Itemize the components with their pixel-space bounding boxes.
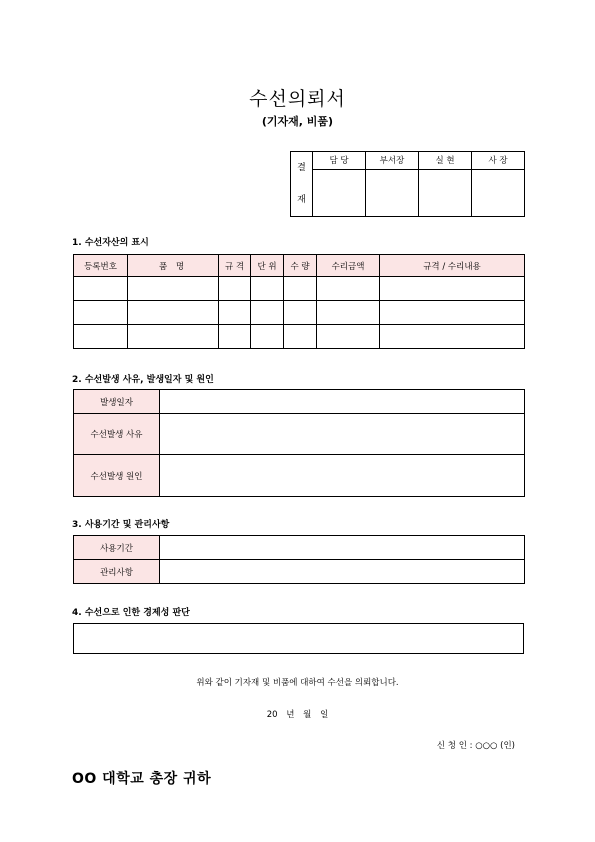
label-management: 관리사항 <box>74 560 160 584</box>
cell-repair-cost[interactable] <box>317 325 380 349</box>
cell-reg-number[interactable] <box>74 301 128 325</box>
approval-header-staff: 담 당 <box>313 152 366 170</box>
cell-unit[interactable] <box>251 301 284 325</box>
cell-reg-number[interactable] <box>74 325 128 349</box>
cell-spec[interactable] <box>219 277 251 301</box>
col-reg-number: 등록번호 <box>74 255 128 277</box>
approval-header-dept-head: 부서장 <box>366 152 419 170</box>
col-repair-detail: 규격 / 수리내용 <box>380 255 525 277</box>
asset-table-header <box>74 255 525 277</box>
approval-sign-staff[interactable] <box>313 169 366 216</box>
approval-label-top: 결 <box>297 163 306 173</box>
section1-heading: 1. 수선자산의 표시 <box>72 238 149 248</box>
value-occurrence-date[interactable] <box>160 390 525 414</box>
economic-judgement-box[interactable] <box>73 623 524 654</box>
cell-quantity[interactable] <box>284 325 317 349</box>
cell-quantity[interactable] <box>284 277 317 301</box>
approval-header-director: 실 현 <box>419 152 472 170</box>
table-row <box>74 455 525 497</box>
request-date: 20 년 월 일 <box>266 710 329 720</box>
value-repair-reason[interactable] <box>160 414 525 455</box>
approval-sign-president[interactable] <box>472 169 525 216</box>
table-row <box>74 325 525 349</box>
approval-sign-dept-head[interactable] <box>366 169 419 216</box>
addressee: OO 대학교 총장 귀하 <box>72 771 212 787</box>
cell-unit[interactable] <box>251 325 284 349</box>
col-quantity: 수 량 <box>284 255 317 277</box>
table-row <box>74 390 525 414</box>
cause-table <box>73 389 525 497</box>
table-row <box>74 301 525 325</box>
table-row <box>74 536 525 560</box>
approval-label-bottom: 재 <box>297 195 306 205</box>
col-spec: 규 격 <box>219 255 251 277</box>
table-row <box>74 277 525 301</box>
cell-item-name[interactable] <box>128 325 219 349</box>
cell-repair-cost[interactable] <box>317 277 380 301</box>
request-statement: 위와 같이 기자재 및 비품에 대하여 수선을 의뢰합니다. <box>196 678 399 688</box>
document-subtitle: (기자재, 비품) <box>261 115 334 128</box>
cell-spec[interactable] <box>219 301 251 325</box>
cell-repair-detail[interactable] <box>380 277 525 301</box>
cell-repair-detail[interactable] <box>380 301 525 325</box>
label-repair-cause: 수선발생 원인 <box>74 455 160 497</box>
usage-table <box>73 535 525 584</box>
document-title: 수선의뢰서 <box>249 88 346 110</box>
table-row <box>74 560 525 584</box>
col-unit: 단 위 <box>251 255 284 277</box>
cell-item-name[interactable] <box>128 301 219 325</box>
approval-sign-director[interactable] <box>419 169 472 216</box>
cell-quantity[interactable] <box>284 301 317 325</box>
approval-header-president: 사 장 <box>472 152 525 170</box>
asset-table <box>73 254 525 349</box>
value-management[interactable] <box>160 560 525 584</box>
approval-table <box>290 151 525 217</box>
col-item-name: 품 명 <box>128 255 219 277</box>
label-usage-period: 사용기간 <box>74 536 160 560</box>
cell-spec[interactable] <box>219 325 251 349</box>
applicant-line: 신 청 인 : ○○○ (인) <box>436 741 515 751</box>
cell-repair-detail[interactable] <box>380 325 525 349</box>
label-occurrence-date: 발생일자 <box>74 390 160 414</box>
value-usage-period[interactable] <box>160 536 525 560</box>
cell-reg-number[interactable] <box>74 277 128 301</box>
col-repair-cost: 수리금액 <box>317 255 380 277</box>
cell-item-name[interactable] <box>128 277 219 301</box>
cell-unit[interactable] <box>251 277 284 301</box>
label-repair-reason: 수선발생 사유 <box>74 414 160 455</box>
approval-side-label <box>291 152 313 217</box>
table-row <box>74 414 525 455</box>
value-repair-cause[interactable] <box>160 455 525 497</box>
section4-heading: 4. 수선으로 인한 경제성 판단 <box>72 608 190 618</box>
cell-repair-cost[interactable] <box>317 301 380 325</box>
section3-heading: 3. 사용기간 및 관리사항 <box>72 520 170 530</box>
section2-heading: 2. 수선발생 사유, 발생일자 및 원인 <box>72 375 214 385</box>
